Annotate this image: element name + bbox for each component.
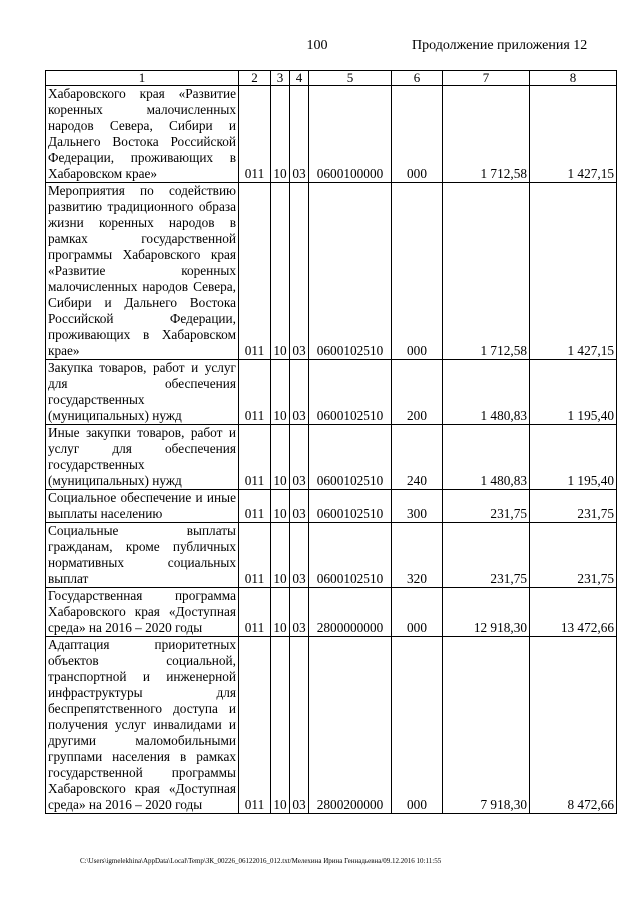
amount-year-1: 1 480,83 bbox=[443, 425, 530, 490]
amount-year-1: 231,75 bbox=[443, 490, 530, 523]
expense-type-code: 240 bbox=[392, 425, 443, 490]
column-header: 4 bbox=[290, 71, 309, 86]
table-row bbox=[46, 360, 617, 425]
budget-table bbox=[45, 70, 617, 814]
column-header: 8 bbox=[530, 71, 617, 86]
amount-year-2: 8 472,66 bbox=[530, 637, 617, 814]
expense-type-code: 320 bbox=[392, 523, 443, 588]
row-name: Иные закупки товаров, работ и услуг для обеспечения государственных (муниципальных) нужд bbox=[46, 425, 239, 490]
row-name: Государственная программа Хабаровского края «Доступная среда» на 2016 – 2020 годы bbox=[46, 588, 239, 637]
section-code: 10 bbox=[271, 523, 290, 588]
target-article-code: 0600102510 bbox=[309, 360, 392, 425]
section-code: 10 bbox=[271, 588, 290, 637]
subsection-code: 03 bbox=[290, 425, 309, 490]
amount-year-1: 1 712,58 bbox=[443, 183, 530, 360]
ministry-code: 011 bbox=[239, 183, 271, 360]
subsection-code: 03 bbox=[290, 183, 309, 360]
amount-year-1: 1 712,58 bbox=[443, 86, 530, 183]
ministry-code: 011 bbox=[239, 360, 271, 425]
amount-year-2: 1 195,40 bbox=[530, 360, 617, 425]
footer-file-path: C:\Users\igmelekhina\AppData\Local\Temp\ЗК_00226_06122016_012.txt/Мелехина Ирина Геннадьевна/09.12.2016 10:11:55 bbox=[80, 857, 442, 865]
column-header: 7 bbox=[443, 71, 530, 86]
expense-type-code: 000 bbox=[392, 86, 443, 183]
section-code: 10 bbox=[271, 183, 290, 360]
target-article-code: 0600102510 bbox=[309, 425, 392, 490]
amount-year-2: 13 472,66 bbox=[530, 588, 617, 637]
column-header: 3 bbox=[271, 71, 290, 86]
column-header: 5 bbox=[309, 71, 392, 86]
ministry-code: 011 bbox=[239, 637, 271, 814]
column-header: 6 bbox=[392, 71, 443, 86]
expense-type-code: 200 bbox=[392, 360, 443, 425]
subsection-code: 03 bbox=[290, 360, 309, 425]
section-code: 10 bbox=[271, 637, 290, 814]
amount-year-1: 7 918,30 bbox=[443, 637, 530, 814]
target-article-code: 0600102510 bbox=[309, 490, 392, 523]
target-article-code: 0600102510 bbox=[309, 523, 392, 588]
section-code: 10 bbox=[271, 86, 290, 183]
row-name: Хабаровского края «Развитие коренных малочисленных народов Севера, Сибири и Дальнего Востока Российской Федерации, проживающих в Хабаровском крае» bbox=[46, 86, 239, 183]
target-article-code: 2800000000 bbox=[309, 588, 392, 637]
table-row bbox=[46, 637, 617, 814]
table-row bbox=[46, 86, 617, 183]
target-article-code: 0600102510 bbox=[309, 183, 392, 360]
section-code: 10 bbox=[271, 425, 290, 490]
row-name: Мероприятия по содействию развитию традиционного образа жизни коренных народов в рамках государственной программы Хабаровского края «Развитие коренных малочисленных народов Севера, Сибири и Дальнего Востока Российской Федерации, проживающих в Хабаровском крае» bbox=[46, 183, 239, 360]
subsection-code: 03 bbox=[290, 637, 309, 814]
row-name: Адаптация приоритетных объектов социальной, транспортной и инженерной инфраструктуры для беспрепятственного доступа и получения услуг инвалидами и другими маломобильными группами населения в рамках государственной программы Хабаровского края «Доступная среда» на 2016 – 2020 годы bbox=[46, 637, 239, 814]
header-row bbox=[46, 71, 617, 86]
table-row bbox=[46, 588, 617, 637]
amount-year-2: 1 427,15 bbox=[530, 183, 617, 360]
row-name: Социальное обеспечение и иные выплаты населению bbox=[46, 490, 239, 523]
section-code: 10 bbox=[271, 360, 290, 425]
amount-year-1: 231,75 bbox=[443, 523, 530, 588]
column-header: 1 bbox=[46, 71, 239, 86]
column-header: 2 bbox=[239, 71, 271, 86]
amount-year-1: 1 480,83 bbox=[443, 360, 530, 425]
expense-type-code: 300 bbox=[392, 490, 443, 523]
amount-year-2: 1 195,40 bbox=[530, 425, 617, 490]
ministry-code: 011 bbox=[239, 425, 271, 490]
ministry-code: 011 bbox=[239, 523, 271, 588]
ministry-code: 011 bbox=[239, 86, 271, 183]
expense-type-code: 000 bbox=[392, 588, 443, 637]
row-name: Социальные выплаты гражданам, кроме публичных нормативных социальных выплат bbox=[46, 523, 239, 588]
table-row bbox=[46, 490, 617, 523]
page-number: 100 bbox=[306, 38, 328, 53]
table-row bbox=[46, 523, 617, 588]
amount-year-2: 1 427,15 bbox=[530, 86, 617, 183]
table-row bbox=[46, 183, 617, 360]
subsection-code: 03 bbox=[290, 523, 309, 588]
amount-year-2: 231,75 bbox=[530, 523, 617, 588]
continuation-title: Продолжение приложения 12 bbox=[412, 38, 588, 53]
subsection-code: 03 bbox=[290, 490, 309, 523]
ministry-code: 011 bbox=[239, 490, 271, 523]
expense-type-code: 000 bbox=[392, 637, 443, 814]
amount-year-2: 231,75 bbox=[530, 490, 617, 523]
subsection-code: 03 bbox=[290, 86, 309, 183]
row-name: Закупка товаров, работ и услуг для обеспечения государственных (муниципальных) нужд bbox=[46, 360, 239, 425]
target-article-code: 2800200000 bbox=[309, 637, 392, 814]
subsection-code: 03 bbox=[290, 588, 309, 637]
target-article-code: 0600100000 bbox=[309, 86, 392, 183]
ministry-code: 011 bbox=[239, 588, 271, 637]
amount-year-1: 12 918,30 bbox=[443, 588, 530, 637]
section-code: 10 bbox=[271, 490, 290, 523]
expense-type-code: 000 bbox=[392, 183, 443, 360]
table-row bbox=[46, 425, 617, 490]
